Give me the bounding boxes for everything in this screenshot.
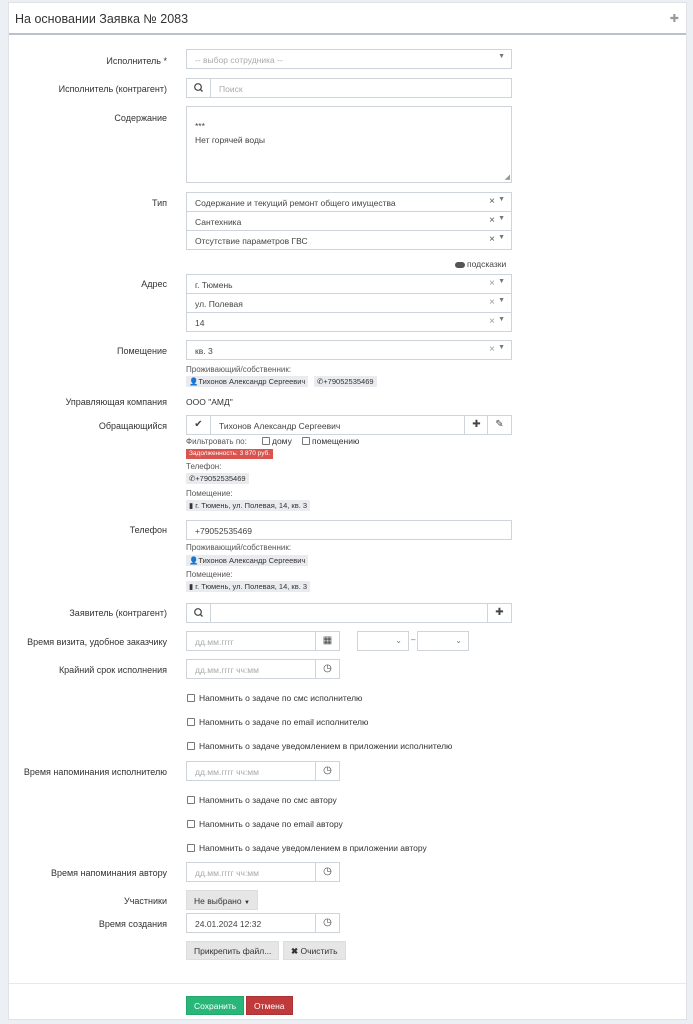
remind-exec-app-checkbox[interactable]	[187, 742, 195, 750]
claimant-label: Заявитель (контрагент)	[69, 608, 167, 618]
chevron-down-icon: ⌄	[455, 636, 462, 645]
remind-exec-sms-checkbox[interactable]	[187, 694, 195, 702]
address-house: 14	[195, 318, 205, 328]
type-value-3: Отсутствие параметров ГВС	[195, 236, 308, 246]
participants-button-label: Не выбрано	[194, 896, 242, 906]
pencil-icon[interactable]: ✎	[487, 416, 511, 434]
remind-exec-time-label: Время напоминания исполнителю	[23, 767, 167, 777]
resize-handle-icon[interactable]: ◢	[504, 174, 510, 181]
filter-house-label: дому	[272, 436, 292, 446]
chevron-down-icon: ▼	[498, 215, 505, 222]
toggle-icon	[455, 262, 465, 268]
address-street-select[interactable]	[186, 293, 512, 313]
visit-dash: –	[411, 635, 416, 644]
close-icon[interactable]: ×	[489, 234, 495, 245]
phone-label: Телефон	[129, 525, 167, 535]
phone-room-tag[interactable]	[186, 581, 310, 592]
applicant-room-label: Помещение:	[186, 489, 233, 498]
door-icon: ▮	[189, 501, 196, 510]
participants-label: Участники	[124, 896, 167, 906]
executor-contractor-label: Исполнитель (контрагент)	[58, 84, 167, 94]
plus-icon[interactable]: ✚	[464, 416, 488, 434]
clock-icon[interactable]: ◷	[315, 660, 339, 678]
clear-label: Очистить	[300, 946, 338, 956]
deadline-placeholder: дд.мм.гггг чч:мм	[195, 665, 259, 675]
user-icon: 👤	[189, 556, 199, 565]
remind-author-time-label: Время напоминания автору	[50, 868, 167, 878]
remind-author-sms-checkbox[interactable]	[187, 796, 195, 804]
content-line-1: ***	[195, 121, 205, 131]
applicant-room: г. Тюмень, ул. Полевая, 14, кв. 3	[195, 501, 308, 510]
created-label: Время создания	[98, 919, 167, 929]
visit-to-select[interactable]	[417, 631, 469, 651]
resident-phone: +79052535469	[323, 377, 374, 386]
panel-title: На основании Заявка № 2083	[15, 12, 189, 26]
debt-badge: Задолженность: 3 870 руб.	[186, 449, 273, 459]
executor-select[interactable]	[186, 49, 512, 69]
phone-icon: ✆	[189, 474, 196, 483]
executor-select-placeholder: -- выбор сотрудника --	[195, 55, 283, 65]
executor-label: Исполнитель *	[106, 56, 167, 66]
filter-label: Фильтровать по:	[186, 437, 247, 446]
applicant-phone: +79052535469	[195, 474, 246, 483]
visit-time-label: Время визита, удобное заказчику	[27, 637, 167, 647]
search-icon	[187, 79, 211, 97]
close-icon: ✖	[291, 946, 299, 956]
remind-exec-time-input[interactable]	[186, 761, 340, 781]
visit-date-placeholder: дд.мм.гггг	[195, 637, 234, 647]
phone-room-label: Помещение:	[186, 570, 233, 579]
close-icon[interactable]: ×	[489, 316, 495, 327]
close-icon[interactable]: ×	[489, 196, 495, 207]
hints-label: подсказки	[467, 259, 507, 269]
check-icon[interactable]: ✔	[187, 416, 211, 434]
executor-contractor-search[interactable]	[186, 78, 512, 98]
address-city-select[interactable]	[186, 274, 512, 294]
close-icon[interactable]: ×	[489, 215, 495, 226]
close-icon[interactable]: ×	[489, 278, 495, 289]
company-label: Управляющая компания	[65, 397, 167, 407]
claimant-input-group[interactable]	[186, 603, 512, 623]
chevron-down-icon: ▼	[498, 196, 505, 203]
attach-file-label: Прикрепить файл...	[194, 946, 272, 956]
phone-room: г. Тюмень, ул. Полевая, 14, кв. 3	[195, 582, 308, 591]
chevron-down-icon: ▼	[498, 344, 505, 351]
deadline-label: Крайний срок исполнения	[58, 665, 167, 675]
cancel-button[interactable]	[246, 996, 293, 1015]
participants-dropdown-button[interactable]	[186, 890, 258, 910]
phone-resident-label: Проживающий/собственник:	[186, 543, 292, 552]
type-label: Тип	[151, 198, 167, 208]
filter-room-label: помещению	[312, 436, 360, 446]
remind-exec-email-label: Напомнить о задаче по email исполнителю	[199, 717, 369, 727]
search-input-placeholder: Поиск	[219, 84, 243, 94]
created-time-input[interactable]	[186, 913, 340, 933]
applicant-phone-tag[interactable]	[186, 473, 249, 484]
type-select-1[interactable]	[186, 192, 512, 212]
chevron-down-icon: ▼	[498, 234, 505, 241]
created-value: 24.01.2024 12:32	[195, 919, 262, 929]
remind-author-time-input[interactable]	[186, 862, 340, 882]
door-icon: ▮	[189, 582, 196, 591]
type-value-2: Сантехника	[195, 217, 242, 227]
applicant-label: Обращающийся	[98, 421, 167, 431]
type-select-3[interactable]	[186, 230, 512, 250]
chevron-down-icon: ▼	[498, 53, 505, 60]
remind-exec-app-label: Напомнить о задаче уведомлением в приложении исполнителю	[199, 741, 453, 751]
resident-name-tag[interactable]	[186, 376, 308, 387]
visit-from-select[interactable]	[357, 631, 409, 651]
type-value-1: Содержание и текущий ремонт общего имущества	[195, 198, 396, 208]
resident-name: Тихонов Александр Сергеевич	[198, 377, 306, 386]
address-house-select[interactable]	[186, 312, 512, 332]
remind-author-email-label: Напомнить о задаче по email автору	[199, 819, 343, 829]
clear-button[interactable]	[283, 941, 346, 960]
chevron-down-icon: ▼	[498, 316, 505, 323]
user-icon: 👤	[189, 377, 199, 386]
calendar-icon[interactable]: ▦	[315, 632, 339, 650]
applicant-value: Тихонов Александр Сергеевич	[219, 421, 341, 431]
chevron-down-icon: ▼	[498, 297, 505, 304]
panel-header	[9, 3, 686, 35]
remind-exec-sms-label: Напомнить о задаче по смс исполнителю	[199, 693, 363, 703]
visit-date-input[interactable]	[186, 631, 340, 651]
phone-input[interactable]	[186, 520, 512, 540]
phone-resident-tag[interactable]	[186, 555, 308, 566]
task-form-panel	[8, 2, 687, 1020]
caret-down-icon: ▼	[243, 900, 250, 906]
applicant-phone-label: Телефон:	[186, 462, 222, 471]
clock-icon[interactable]: ◷	[315, 914, 339, 932]
resident-phone-tag[interactable]	[314, 376, 377, 387]
phone-icon: ✆	[317, 377, 324, 386]
chevron-down-icon: ▼	[498, 278, 505, 285]
search-icon	[187, 604, 211, 622]
attach-file-button[interactable]	[186, 941, 279, 960]
content-label: Содержание	[114, 113, 167, 123]
hints-toggle[interactable]	[455, 259, 506, 269]
plus-icon[interactable]: ✚	[669, 13, 679, 25]
content-line-2: Нет горячей воды	[195, 135, 266, 145]
save-button[interactable]	[186, 996, 244, 1015]
address-label: Адрес	[141, 279, 167, 289]
remind-author-sms-label: Напомнить о задаче по смс автору	[199, 795, 337, 805]
remind-author-time-placeholder: дд.мм.гггг чч:мм	[195, 868, 259, 878]
remind-exec-email-checkbox[interactable]	[187, 718, 195, 726]
premises-label: Помещение	[117, 346, 167, 356]
filter-room-checkbox[interactable]	[302, 437, 310, 445]
remind-author-email-checkbox[interactable]	[187, 820, 195, 828]
content-textarea[interactable]	[186, 106, 512, 183]
cancel-label: Отмена	[254, 1001, 285, 1011]
chevron-down-icon: ⌄	[395, 636, 402, 645]
close-icon[interactable]: ×	[489, 297, 495, 308]
save-label: Сохранить	[194, 1001, 237, 1011]
phone-value: +79052535469	[195, 526, 252, 536]
address-street: ул. Полевая	[195, 299, 243, 309]
filter-house-checkbox[interactable]	[262, 437, 270, 445]
resident-label: Проживающий/собственник:	[186, 365, 292, 374]
plus-icon[interactable]: ✚	[487, 604, 511, 622]
clock-icon[interactable]: ◷	[315, 762, 339, 780]
footer-divider	[9, 983, 686, 984]
company-value: ООО "АМД"	[186, 397, 233, 407]
applicant-room-tag[interactable]	[186, 500, 310, 511]
premises-select[interactable]	[186, 340, 512, 360]
deadline-input[interactable]	[186, 659, 340, 679]
applicant-input-group[interactable]	[186, 415, 512, 435]
remind-author-app-checkbox[interactable]	[187, 844, 195, 852]
remind-author-app-label: Напомнить о задаче уведомлением в приложении автору	[199, 843, 427, 853]
phone-resident-name: Тихонов Александр Сергеевич	[198, 556, 306, 565]
premises-value: кв. 3	[195, 346, 213, 356]
close-icon[interactable]: ×	[489, 344, 495, 355]
type-select-2[interactable]	[186, 211, 512, 231]
remind-exec-time-placeholder: дд.мм.гггг чч:мм	[195, 767, 259, 777]
address-city: г. Тюмень	[195, 280, 233, 290]
clock-icon[interactable]: ◷	[315, 863, 339, 881]
